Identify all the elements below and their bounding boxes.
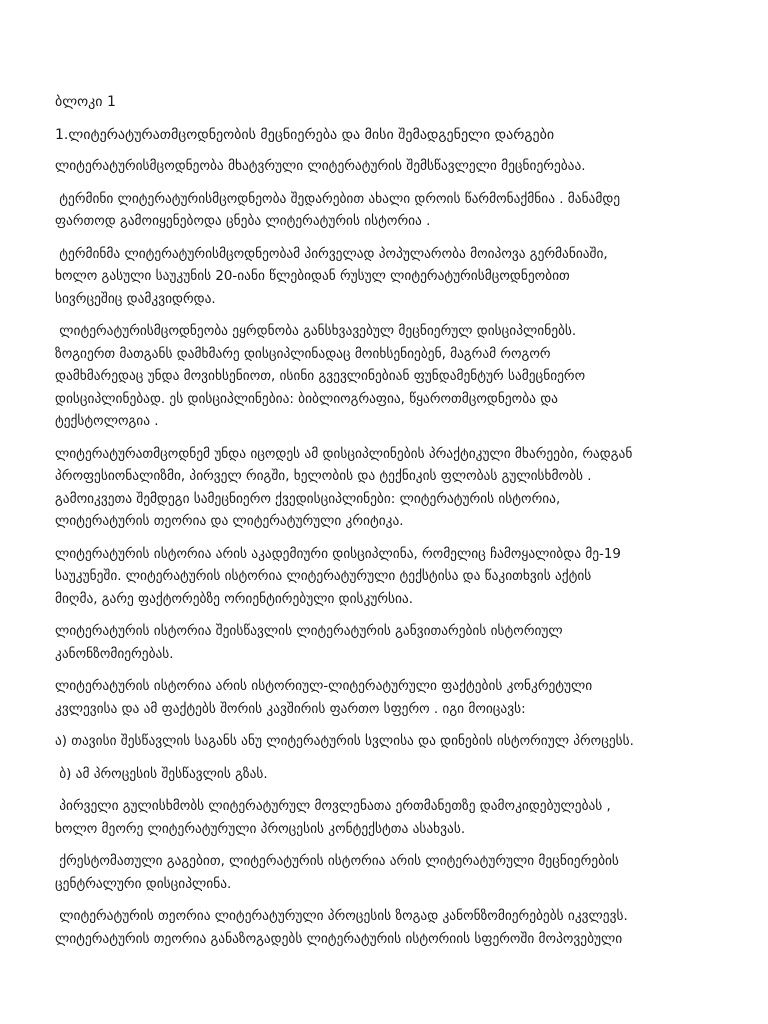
paragraph-line: ლიტერატურათმცოდნემ უნდა იცოდეს ამ დისციპლინების პრაქტიკული მხარეები, რადგან <box>55 446 633 462</box>
paragraph-line: ცენტრალური დისციპლინა. <box>55 876 232 892</box>
paragraph <box>55 156 745 179</box>
paragraph-line: ზოგიერთ მათგანს დამხმარე დისციპლინადაც მოიხსენიებენ, მაგრამ როგორ <box>55 346 551 362</box>
paragraph-line: ტერმინი ლიტერატურისმცოდნეობა შედარებით ახალი დროის წარმონაქმნია . მანამდე <box>55 191 621 207</box>
paragraph-line: ლიტერატურის ისტორია არის ისტორიულ-ლიტერატურული ფაქტების კონკრეტული <box>55 679 593 694</box>
paragraph-line: მიღმა, გარე ფაქტორებზე ორიენტირებული დისკურსია. <box>55 591 413 607</box>
paragraph-line: სივრცეშიც დამკვიდრდა. <box>55 291 216 307</box>
paragraph <box>55 731 745 754</box>
paragraph-line: ხოლო მეორე ლიტერატურული პროცესის კონტექსტთა ასახვას. <box>55 821 466 837</box>
paragraph-line: დისციპლინებად. ეს დისციპლინებია: ბიბლიოგრაფია, წყაროთმცოდნეობა და <box>55 391 558 407</box>
paragraph <box>55 321 745 434</box>
paragraph-line: ტერმინმა ლიტერატურისმცოდნეობამ პირველად პოპულარობა მოიპოვა გერმანიაში, <box>55 246 608 262</box>
document-page <box>55 91 745 961</box>
paragraph-line: ბ) ამ პროცესის შესწავლის გზას. <box>55 766 268 782</box>
paragraph-line: კვლევისა და ამ ფაქტებს შორის კავშირის ფართო სფერო . იგი მოიცავს: <box>55 701 526 717</box>
paragraph-line: პირველი გულისხმობს ლიტერატურულ მოვლენათა ერთმანეთზე დამოკიდებულებას , <box>55 799 611 814</box>
paragraph <box>55 244 745 312</box>
paragraph-line: კანონზომიერებას. <box>55 646 174 662</box>
paragraph <box>55 621 745 666</box>
section-heading: 1.ლიტერატურათმცოდნეობის მეცნიერება და მისი შემადგენელი დარგები <box>55 127 555 143</box>
paragraph-line: ხოლო გასული საუკუნის 20-იანი წლებიდან რუსულ ლიტერატურისმცოდნეობით <box>55 269 570 284</box>
paragraph <box>55 676 745 721</box>
paragraph <box>55 764 745 787</box>
paragraph-line: ფართოდ გამოიყენებოდა ცნება ლიტერატურის ისტორია . <box>55 214 431 229</box>
paragraph-line: ლიტერატურის თეორია განაზოგადებს ლიტერატურის ისტორიის სფეროში მოპოვებული <box>55 931 623 947</box>
paragraph-line: ლიტერატურის თეორია ლიტერატურული პროცესის ზოგად კანონზომიერებებს იკვლევს. <box>55 909 628 924</box>
paragraph-line: ლიტერატურის ისტორია არის აკადემიური დისციპლინა, რომელიც ჩამოყალიბდა მე-19 <box>55 546 621 562</box>
paragraph-line: პროფესიონალიზმი, პირველ რიგში, ხელობის და ტექნიკის ფლობას გულისხმობს . <box>55 469 592 484</box>
paragraph <box>55 851 745 896</box>
paragraph-line: ლიტერატურისმცოდნეობა მხატვრული ლიტერატურის შემსწავლელი მეცნიერებაა. <box>55 159 586 174</box>
paragraph-line: ქრესტომათული გაგებით, ლიტერატურის ისტორია არის ლიტერატურული მეცნიერების <box>55 854 619 869</box>
paragraph-line: დამხმარედაც უნდა მოვიხსენიოთ, ისინი გვევლინებიან ფუნდამენტურ სამეცნიერო <box>55 369 586 384</box>
paragraphs-container <box>55 156 745 951</box>
paragraph <box>55 544 745 612</box>
paragraph-line: ა) თავისი შესწავლის საგანს ანუ ლიტერატურის სვლისა და დინების ისტორიულ პროცესს. <box>55 734 634 749</box>
paragraph-line: ტექსტოლოგია . <box>55 414 159 429</box>
paragraph <box>55 189 745 234</box>
paragraph <box>55 796 745 841</box>
block-label: ბლოკი 1 <box>55 94 116 110</box>
paragraph-line: ლიტერატურის თეორია და ლიტერატურული კრიტიკა. <box>55 514 404 529</box>
paragraph-line: ლიტერატურის ისტორია შეისწავლის ლიტერატურის განვითარების ისტორიულ <box>55 624 563 639</box>
paragraph <box>55 906 745 951</box>
paragraph <box>55 444 745 534</box>
paragraph-line: ლიტერატურისმცოდნეობა ეყრდნობა განსხვავებულ მეცნიერულ დისციპლინებს. <box>55 324 577 339</box>
paragraph-line: საუკუნეში. ლიტერატურის ისტორია ლიტერატურული ტექსტისა და წაკითხვის აქტის <box>55 569 592 584</box>
paragraph-line: გამოიკვეთა შემდეგი სამეცნიერო ქვედისციპლინები: ლიტერატურის ისტორია, <box>55 491 561 507</box>
